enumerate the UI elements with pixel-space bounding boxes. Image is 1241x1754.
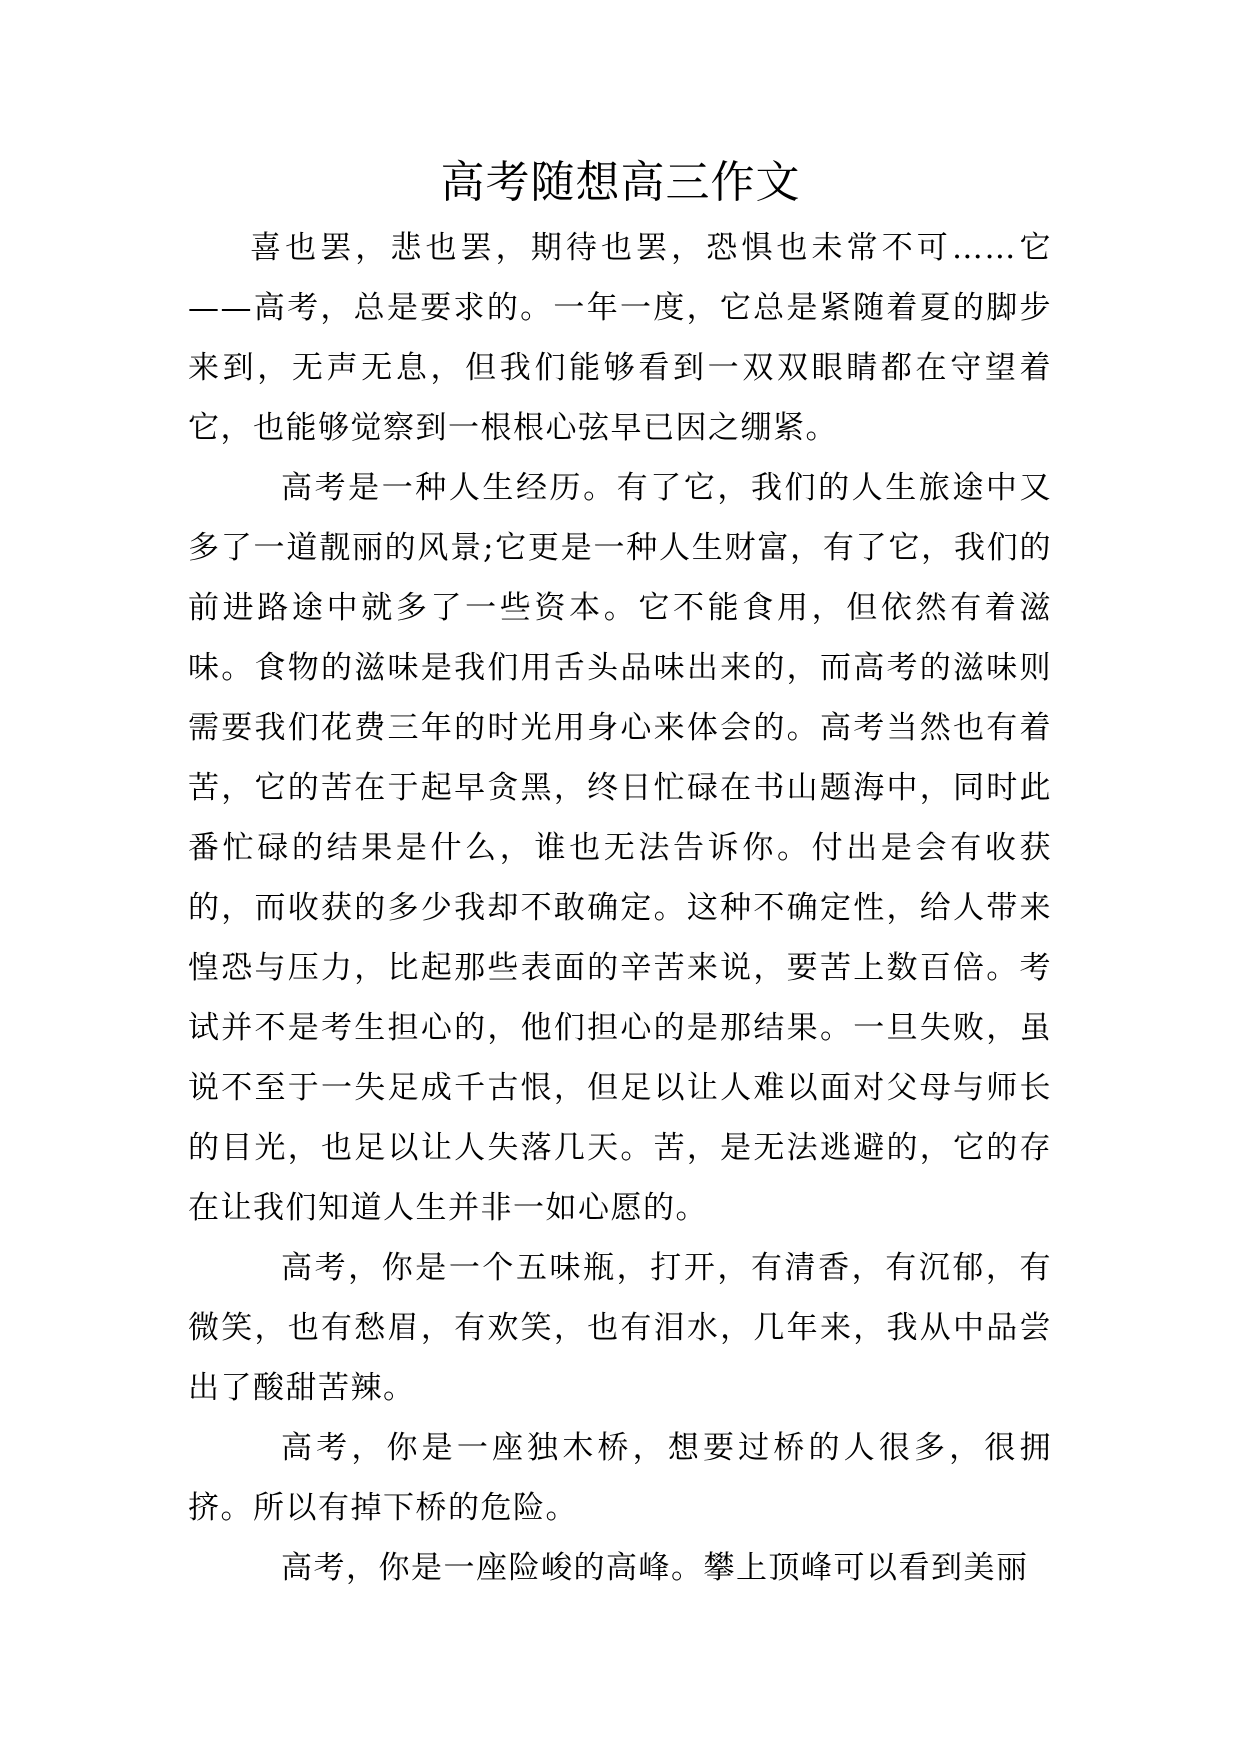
document-title: 高考随想高三作文 [440, 157, 801, 208]
document-body [188, 218, 1052, 1598]
paragraph-1: 喜也罢，悲也罢，期待也罢，恐惧也未常不可……它——高考，总是要求的。一年一度，它总是紧随着夏的脚步来到，无声无息，但我们能够看到一双双眼睛都在守望着它，也能够觉察到一根根心弦早已因之绷紧。 [188, 230, 1052, 446]
paragraph-5: 高考，你是一座险峻的高峰。攀上顶峰可以看到美丽 [281, 1550, 1029, 1586]
paragraph-2: 高考是一种人生经历。有了它，我们的人生旅途中又多了一道靓丽的风景;它更是一种人生财富，有了它，我们的前进路途中就多了一些资本。它不能食用，但依然有着滋味。食物的滋味是我们用舌头品味出来的，而高考的滋味则需要我们花费三年的时光用身心来体会的。高考当然也有着苦，它的苦在于起早贪黑，终日忙碌在书山题海中，同时此番忙碌的结果是什么，谁也无法告诉你。付出是会有收获的，而收获的多少我却不敢确定。这种不确定性，给人带来惶恐与压力，比起那些表面的辛苦来说，要苦上数百倍。考试并不是考生担心的，他们担心的是那结果。一旦失败，虽说不至于一失足成千古恨，但足以让人难以面对父母与师长的目光，也足以让人失落几天。苦，是无法逃避的，它的存在让我们知道人生并非一如心愿的。 [188, 470, 1052, 1226]
paragraph-3: 高考，你是一个五味瓶，打开，有清香，有沉郁，有微笑，也有愁眉，有欢笑，也有泪水，几年来，我从中品尝出了酸甜苦辣。 [188, 1250, 1052, 1406]
paragraph-4: 高考，你是一座独木桥，想要过桥的人很多，很拥挤。所以有掉下桥的危险。 [188, 1430, 1052, 1526]
